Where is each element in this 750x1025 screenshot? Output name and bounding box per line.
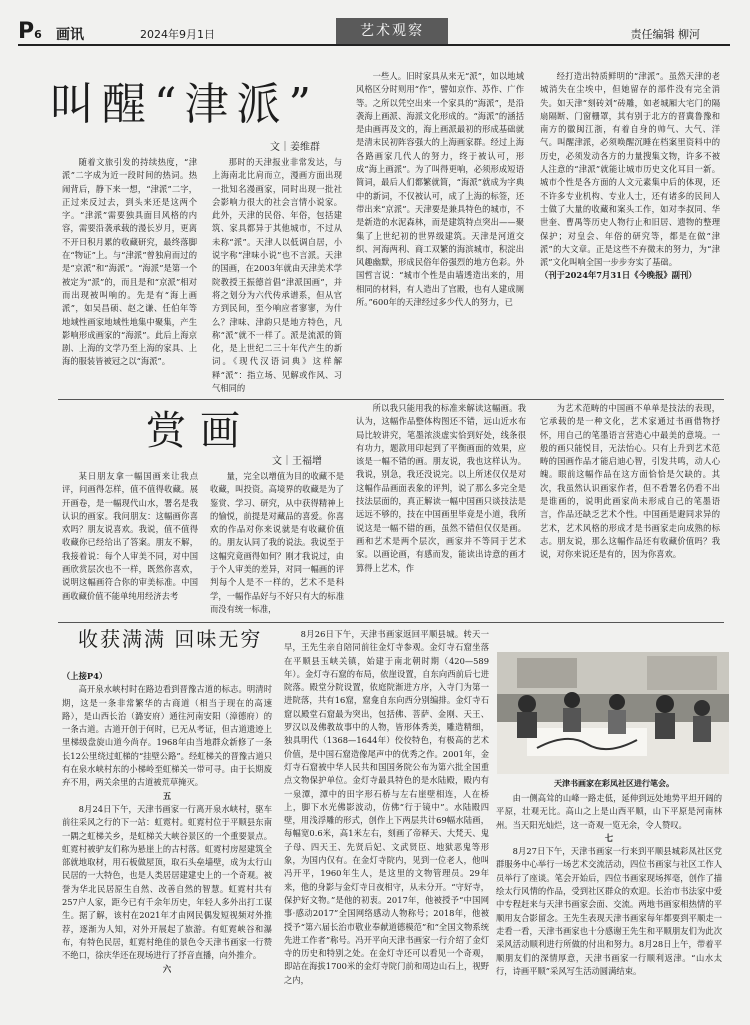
article1-column-2: 那时的天津报业非常发达，与上海南北比肩而立，漫画方面出现一批知名漫画家，同时出现一批社会影响力很大的社会言情小说家。此外，天津的民俗、年俗，包括建筑、家具都异于其他城市，不过从未称“派”。天津人以低调自居，小说字称“津味小说”也不言派。天津的国画，在2003年就由天津美术学院教授王振德首倡“津派国画”，并将之划分为六代传承谱系，但从官方到民间，至今响应者寥寥，为什么？津味、津韵只是地方特色，凡称“派”就不一样了。派是流派的简化，是上世纪二三十年代产生的新词。《现代汉语词典》这样解释“派”：指立场、见解或作风、习气相同的: [212, 157, 342, 394]
article1-footnote: （刊于2024年7月31日《今晚报》副刊）: [540, 270, 697, 281]
article1-column-4: 经打造出特质鲜明的“津派”。虽然天津的老城消失在尘埃中，但她留存的部件没有完全消失。如天津“刻砖刘”砖雕，如老城厢大宅门的隔扇隔断、门窗栅罩，其有别于北方的晋冀鲁豫和南方的徽闽江浙，有着自身的帅气、大气、洋气。叫醒津派，必须唤醒沉睡在档案里资料中的历史，必须发动各方的力量搜集文物，许多不被人注意的“津派”就能让城市历史文化耳目一新。城市个性是各方面的人文元素集中后的体现，还不许多专业机构、专业人士，还有诸多的民间人士做了大量的收藏和案头工作，如对李叔同、华世奎、曹禺等历史人物行止和旧居、遗物的整理保护；对皇会、年俗的研究等，都是在做“津派”的大文章。正是这些不弃微末的努力，为“津派”文化叫响全国一步步夯实了基础。 （刊于2024年7月31日《今晚报》副刊）: [540, 70, 720, 396]
article2-title: 赏画: [146, 408, 254, 454]
article2-column-1: 某日朋友拿一幅国画来让我点评，问画得怎样，值不值得收藏。展开画卷，是一幅现代山水，署名是我认识的画家。我问朋友：这幅画你喜欢吗？朋友说喜欢。我说，值不值得收藏你已经给出了答案。朋友不解，我接着说：每个人审美不同，对中国画欣赏层次也不一样，既然你喜欢，说明这幅画符合你的审美标准。中国画收藏价值不能单纯用经济去考: [62, 471, 198, 601]
divider-1: [58, 399, 724, 400]
article3-column-2: 8月26日下午，天津书画家返回平顺县城。转天一早，王先生亲自陪同前往金灯寺参观。金灯寺石窟坐落在平顺县玉峡关镇，始建于南北朝时期（420—589年）。金灯寺石窟的布局，依崖设置，自东向西前后七进院落。殿堂分院设置，依庭院渐进方序，入寺门为第一进院落，共有16窟，窟龛自东向西分别编排。金灯寺石窟以殿堂石窟最为突出，包括佛、菩萨、金刚、天王、罗汉以及佛教故事中的人物，皆形体秀美，雕造精细，独具明代（1368—1644年）佼佼特色，有极高的艺术价值，是中国石窟造像尾声中的优秀之作。2001年，金灯寺石窟被中华人民共和国国务院公布为第六批全国重点文物保护单位。金灯寺最具特色的是水陆殿，殿内有一泉潭，潭中的田字形石桥与左右崖壁相连，人在桥上，脚下水光佛影波动，仿佛“行于镜中”。水陆殿四壁，用浅浮雕的形式，创作上下两层共计69幅水陆画，每幅宽0.6米，高1米左右，刻画了帝释天、大梵天、鬼子母、四天王、先贤后妃、文武贤臣、地狱恶鬼等形象，为国内仅有。在金灯寺院内，见到一位老人，他叫冯开平，1960年生人，是这里的文物管理员。29年来，他的身影与金灯寺日夜相守，从未分开。“守好寺，保护好文物。”是他的初衷。2017年，他被授予“中国网事·感动2017”全国网络感动人物称号；2018年，他被授予“第六届长治市敬业奉献道德模范”和“全国文物系统先进工作者”称号。冯开平向天津书画家一行介绍了金灯寺的历史和特别之处。在金灯寺还可以看见一个奇观，即站在海拔1700米的金灯寺院门前和周边山石上，视野之内，: [284, 629, 489, 985]
section-number-6: 六: [162, 963, 172, 974]
article2-column-3: 所以我只能用我的标准来解读这幅画。我认为，这幅作品整体构图还不错，远山近水布局比较讲究，笔墨浓淡虚实恰到好处，线条很有功力，题款用印起到了平衡画面的效果，应该是一幅不错的画。朋友说，我也这样认为。我说，别急，我还没说完。以上所述仅仅是对这幅作品画面表象的评判，说了那么多完全是技法层面的，真正解读一幅中国画只谈技法是远远不够的，技在中国画里毕竟是小道，我所说这是一幅不错的画，虽然不错但仅仅是画。画和艺术是两个层次，画家并不等同于艺术家。以画论画，有感而发，能读出诗意的画才算得上艺术，作: [356, 403, 526, 573]
article1-column-1: 随着文旅引发的持续热度，“津派”二字成为近一段时间的热词。热闹背后，静下来一想，“津派”二字，正过来反过去，到头来还是这两个字。“津派”需要独具面目风格的内容，需要沿袭承载的漫长岁月，更离不开日积月累的收藏研究，最终落脚在“物证”上。与“津派”曾独肩而过的是“京派”和“海派”。“海派”是第一个被定为“派”的，而且是和“京派”相对而出现被叫响的。先是有“海上画派”，如吴昌硕、赵之谦、任伯年等地域性画家地域性地集中聚集，产生影响形成画家的“海派”。此后上海京剧、上海的文学乃至上海的家具、上海的服装皆被冠之以“海派”。: [62, 157, 197, 367]
article3-column-3: 由一侧高耸的山峰一路走低，延伸到远处地势平坦开阔的平原，壮观无比。高山之上是山西平顺，山下平原是河南林州。当天阳光灿烂，这一奇观一览无余，令人赞叹。 七 8月27日下午，天津书画家一行来到平顺县城彩凤社区党群服务中心举行一场艺术交流活动，四位书画家与社区工作人员举行了座谈。笔会开始后，四位书画家现场挥毫，创作了描绘太行风情的作品，受到社区群众的欢迎。长治市书法家中爱中专程赶来与天津书画家会面、交流。两地书画家相热情的平顺用友合影留念。王先生表现天津书画家每年都要到平顺走一走看一看，天津书画家也十分感谢王先生和平顺朋友们为此次采风活动顺利进行所做的付出和努力。8月28日上午，带着平顺朋友们的深情厚意，天津书画家一行顺利返津。“山水太行，诗画平顺”采风写生活动圆满结束。: [496, 793, 722, 976]
editor-credit: 责任编辑 柳河: [630, 28, 700, 41]
section-number-7: 七: [604, 832, 614, 843]
photo-caption: 天津书画家在彩凤社区进行笔会。: [554, 779, 674, 788]
continued-note: （上接P4）: [62, 671, 108, 681]
section-number-5: 五: [162, 790, 172, 801]
page-header: [18, 20, 730, 46]
article3-title: 收获满满 回味无穷: [78, 627, 263, 651]
divider-2: [58, 622, 724, 623]
article2-byline: 文｜王福增: [272, 456, 322, 467]
article1-byline: 文｜姜维群: [270, 142, 320, 153]
article2-column-2: 量，完全以增值为目的收藏不是收藏，叫投资。高境界的收藏是为了鉴赏、学习、研究，从中获得精神上的愉悦，前提是对藏品的喜爱。你喜欢的作品对你来说就是有收藏价值的。朋友认同了我的说法。我说至于这幅究竟画得如何？刚才我说过，由于个人审美的差异，对同一幅画的评判每个人是不一样的，艺术不是科学，一幅作品好与不好只有大的标准而没有统一标准，: [210, 471, 344, 614]
article1-title: 叫醒“津派”: [50, 79, 319, 130]
event-photo: [497, 652, 729, 774]
column-banner: 艺术观察: [336, 18, 448, 44]
page-number: P6: [18, 19, 42, 44]
article3-column-1: （上接P4） 高开泉水峡村时在路边看到晋豫古道的标志。明清时期，这是一条非常繁华的古商道（相当于现在的高速路），是山西长治（潞安府）通往河南安阳（漳德府）的一条古道。古道开创于何时，已无从考证，但古道遗迹上里梯级盘旋山道今尚存。1968年由当地群众新修了一条长12公里绕过虹梯的“挂壁公路”。经虹梯关的晋豫古道只有在泉水峡村东的小梯岭至虹梯关一带可寻。由于长期废弃不用，两关余里的古道被荒草掩灭。 五 8月24日下午，天津书画家一行离开泉水峡村，驱车前往采风之行的下一站：虹霓村。虹霓村位于平顺县东南一隅之虹梯关乡，是虹梯关大峡谷景区的一个重要景点。虹霓村被驴友们称为悬崖上的古村落。虹霓村房屋建筑全部就地取材，用石板做屋顶，取石头垒墙壁，成为太行山民居的一大特色，也是人类居居建建史上的一个奇观。被誉为华北民居原生自然、改善自然的智慧。虹霓村共有257户人家，距今已有千余年历史，年轻人多外出打工谋生。据了解，该村在2021年才由网民偶发短视频对外推荐，逐渐为人知，对外开展起了旅游。有虹霓峡谷和瀑布，有特色民居，虹霓村绝佳的景色令天津书画家一行赞不绝口，徐庆华还在现场进行了抒音直播，向外推介。 六: [62, 670, 272, 1020]
issue-date: 2024年9月1日: [140, 28, 215, 41]
section-name: 画讯: [56, 27, 84, 43]
article1-column-3: 一些人。旧时家具从来无“派”，如以地域风格区分时则用“作”，譬如京作、苏作、广作等。之所以凭空出来一个家具的“海派”，是沿袭海上画派、海派文化形成的。“海派”的涵括是由画再及文的，海上画派最初的形成基础就是清末民初阵容强大的上海画家群。经过上海各路画家几代人的努力，终于被认可，形成“海上画派”。为了叫得更响，必须形成短语简词，最后人们都繁就简，“海派”就成为字典中的新词，不仅被认可，成了上海的标签，还带出来“京派”。天津要是兼具特色的城市，不是新造的水泥森林，而是建筑特点突出——聚集了上世纪初的世界级建筑。天津是河道交织、河海两利、商工双繁的海滨城市，积淀出风趣幽默，形成民俗年俗强烈的地方色彩。外国哲言说：“城市个性是由墙透造出来的，用相同的材料，有人造出了宫殿，也有人建成厕所。”600年的天津经过多少代人的努力，已: [356, 71, 524, 308]
event-photo-illustration: [497, 652, 729, 774]
article2-column-4: 为艺术范畴的中国画不单单是技法的表现，它承载的是一种文化，艺术家通过书画借物抒怀，用自己的笔墨语言营造心中最美的意境。一般的画只能悦目，无法怡心。只有上升到艺术范畴的国画作品才能启迪心智，引发共鸣，动人心魄。眼前这幅作品在这方面恰恰是欠缺的。其次，我虽然认识画家作者，但不看署名仍看不出是谁画的，说明此画家尚未形成自己的笔墨语言，作品还缺乏艺术个性。中国画是避同求异的艺术，艺术风格的形成才是书画家走向成熟的标志。朋友说，那么这幅作品还有收藏价值吗？我说，对你来说还是有的，因为你喜欢。: [540, 403, 720, 560]
